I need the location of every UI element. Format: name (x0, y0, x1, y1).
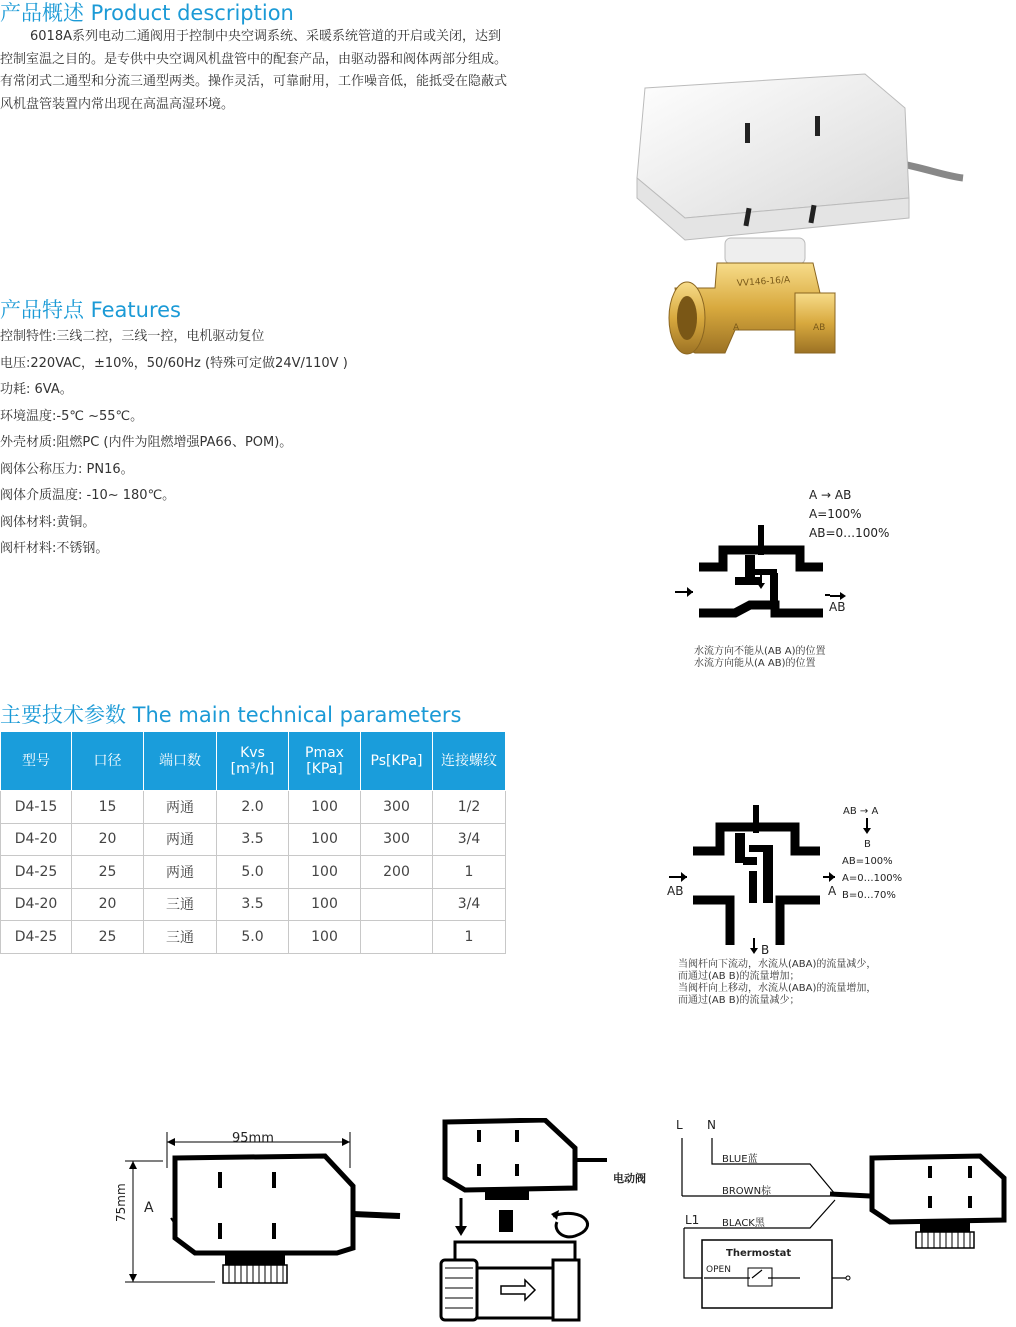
params-table (0, 731, 506, 954)
feature-item: 控制特性:三线二控，三线一控，电机驱动复位 (0, 329, 265, 344)
cell: 两通 (144, 823, 217, 856)
three-way-note3: 当阀杆向上移动，水流从(ABA)的流量增加， (678, 983, 877, 994)
feature-item: 外壳材质:阻燃PC (内件为阻燃增强PA66、POM)。 (0, 435, 293, 450)
cell: 100 (289, 791, 361, 824)
feature-item: 阀体材料:黄铜。 (0, 514, 96, 530)
description-title: 产品概述 Product description (0, 1, 294, 25)
wiring-blue-label: BLUE蓝 (722, 1154, 758, 1165)
three-way-b-label: B (864, 839, 871, 850)
three-way-line2: A=0…100% (842, 873, 903, 884)
three-way-line1: AB=100% (842, 856, 893, 867)
header-kvs: Kvs [m³/h] (217, 732, 289, 791)
cell: 两通 (144, 791, 217, 824)
dimension-height-label: 75mm (114, 1183, 128, 1222)
wiring-diagram (670, 1128, 1010, 1313)
table-row (1, 921, 506, 954)
three-way-note4: 而通过(AB B)的流量减少； (678, 995, 800, 1006)
table-row (1, 823, 506, 856)
cell (361, 921, 433, 954)
cell: 1 (433, 856, 506, 889)
feature-item: 功耗: 6VA。 (0, 382, 73, 397)
description-body (0, 26, 508, 116)
header-pmax: Pmax [KPa] (289, 732, 361, 791)
two-way-line1: A=100% (809, 507, 862, 521)
cell: 20 (72, 888, 144, 921)
three-way-line3: B=0…70% (842, 890, 896, 901)
dimension-width-label: 95mm (232, 1131, 274, 1146)
photo-port-a: A (733, 323, 740, 333)
three-way-note2: 而通过(AB B)的流量增加； (678, 971, 800, 982)
cell: 25 (72, 856, 144, 889)
cell: 20 (72, 823, 144, 856)
cell: 3.5 (217, 888, 289, 921)
three-way-note1: 当阀杆向下流动，水流从(ABA)的流量减少， (678, 959, 877, 970)
three-way-top-label: AB → A (843, 806, 879, 817)
cell: D4-25 (1, 856, 72, 889)
params-header-row (1, 732, 506, 791)
two-way-note2: 水流方向能从(A AB)的位置 (694, 658, 816, 669)
photo-port-ab: AB (813, 323, 826, 333)
features-title: 产品特点 Features (0, 298, 181, 322)
cell: 1 (433, 921, 506, 954)
cell: 1/2 (433, 791, 506, 824)
cell: 300 (361, 791, 433, 824)
three-way-down-arrow (861, 818, 873, 836)
description-text: 6018A系列电动二通阀用于控制中央空调系统、采暖系统管道的开启或关闭，达到控制室温之目的。是专供中央空调风机盘管中的配套产品，由驱动器和阀体两部分组成。有常闭式二通型和分流三通型两类。操作灵活，可靠耐用，工作噪音低，能抵受在隐蔽式风机盘管装置内常出现在高温高湿环境。 (0, 29, 508, 112)
two-way-outlet-label: AB (829, 600, 846, 614)
three-way-bottom-arrow (748, 938, 760, 956)
feature-item: 电压:220VAC，±10%，50/60Hz (特殊可定做24V/110V ) (0, 355, 348, 371)
cell: 300 (361, 823, 433, 856)
cell: 25 (72, 921, 144, 954)
three-way-bottom-label: B (761, 943, 770, 957)
params-title: 主要技术参数 The main technical parameters (0, 703, 462, 727)
two-way-valve-diagram (675, 525, 830, 625)
two-way-line2: AB=0…100% (809, 526, 890, 540)
wiring-l-label: L (676, 1118, 683, 1132)
cell: 5.0 (217, 921, 289, 954)
wiring-brown-label: BROWN棕 (722, 1186, 772, 1197)
cell: 3/4 (433, 888, 506, 921)
cell: 100 (289, 823, 361, 856)
cell: 200 (361, 856, 433, 889)
header-model: 型号 (1, 732, 72, 791)
header-thread: 连接螺纹 (433, 732, 506, 791)
three-way-left-label: AB (667, 884, 684, 898)
table-row (1, 888, 506, 921)
install-label: 电动阀 (613, 1172, 646, 1185)
cell: D4-25 (1, 921, 72, 954)
table-row (1, 791, 506, 824)
two-way-note1: 水流方向不能从(AB A)的位置 (694, 646, 826, 657)
header-ps: Ps[KPa] (361, 732, 433, 791)
cell (361, 888, 433, 921)
features-list (0, 324, 500, 563)
cell: 三通 (144, 888, 217, 921)
table-row (1, 856, 506, 889)
wiring-l1-label: L1 (685, 1213, 700, 1227)
cell: 100 (289, 888, 361, 921)
two-way-flow-label: A → AB (809, 488, 852, 502)
header-ports: 端口数 (144, 732, 217, 791)
feature-item: 阀体公称压力: PN16。 (0, 461, 134, 477)
thermostat-open-label: OPEN (706, 1265, 731, 1275)
cell: 15 (72, 791, 144, 824)
cell: 3/4 (433, 823, 506, 856)
wiring-black-label: BLACK黑 (722, 1218, 765, 1229)
installation-drawing (435, 1118, 615, 1323)
cell: 两通 (144, 856, 217, 889)
dimension-side-label: A (144, 1200, 154, 1216)
three-way-valve-diagram (665, 805, 840, 955)
wiring-n-label: N (707, 1118, 716, 1132)
feature-item: 阀体介质温度: -10~ 180℃。 (0, 488, 176, 503)
feature-item: 环境温度:-5℃ ~55℃。 (0, 408, 144, 424)
three-way-right-label: A (828, 884, 837, 898)
feature-item: 阀杆材料:不锈钢。 (0, 541, 109, 556)
cell: D4-20 (1, 823, 72, 856)
cell: 2.0 (217, 791, 289, 824)
product-photo (625, 68, 970, 368)
cell: 3.5 (217, 823, 289, 856)
cell: D4-20 (1, 888, 72, 921)
thermostat-label: Thermostat (726, 1248, 792, 1259)
cell: D4-15 (1, 791, 72, 824)
cell: 三通 (144, 921, 217, 954)
photo-stamp: VV146-16/A (736, 275, 791, 289)
cell: 100 (289, 921, 361, 954)
header-diameter: 口径 (72, 732, 144, 791)
cell: 100 (289, 856, 361, 889)
cell: 5.0 (217, 856, 289, 889)
